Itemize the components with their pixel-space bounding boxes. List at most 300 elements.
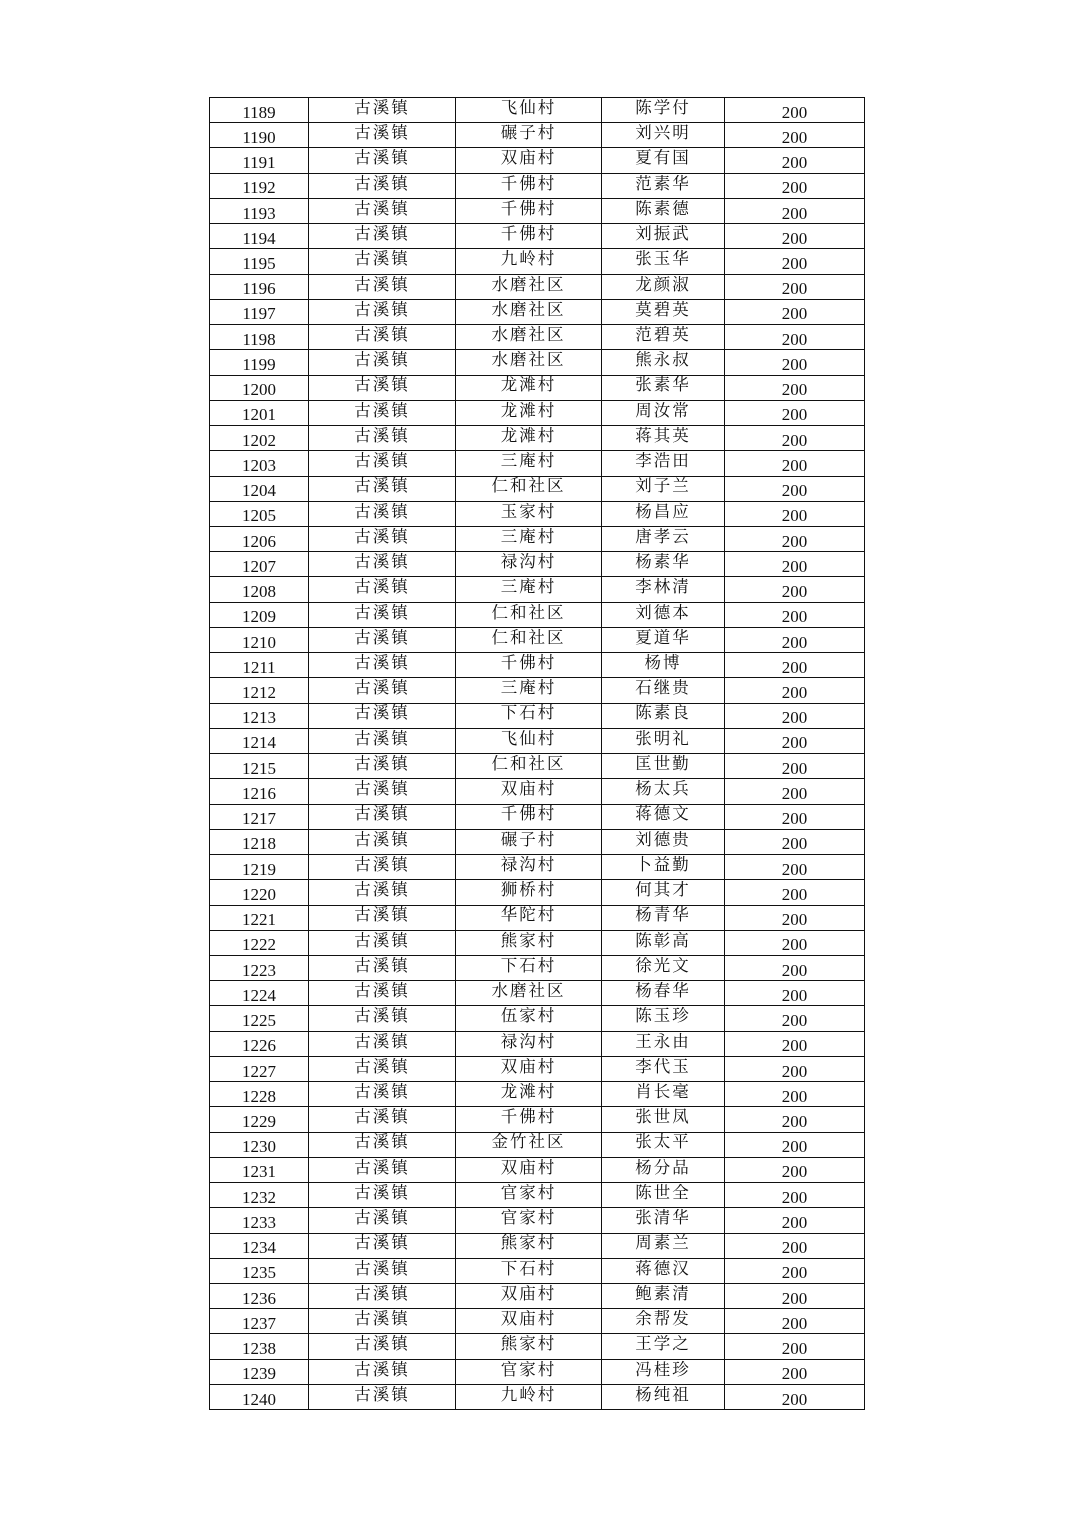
row-number-cell: 1209 (210, 602, 309, 627)
person-name-cell: 卜益勤 (602, 855, 725, 880)
person-name-cell: 王学之 (602, 1334, 725, 1359)
row-number-cell: 1240 (210, 1384, 309, 1409)
village-cell: 仁和社区 (456, 476, 602, 501)
row-number-cell: 1223 (210, 955, 309, 980)
person-name-cell: 周素兰 (602, 1233, 725, 1258)
village-cell: 千佛村 (456, 198, 602, 223)
person-name-cell: 蒋其英 (602, 426, 725, 451)
person-name-cell: 杨太兵 (602, 779, 725, 804)
row-number-cell: 1236 (210, 1284, 309, 1309)
amount-cell: 200 (725, 501, 865, 526)
amount-cell: 200 (725, 1157, 865, 1182)
row-number-cell: 1210 (210, 627, 309, 652)
town-cell: 古溪镇 (309, 148, 456, 173)
town-cell: 古溪镇 (309, 1309, 456, 1334)
village-cell: 飞仙村 (456, 728, 602, 753)
village-cell: 三庵村 (456, 577, 602, 602)
amount-cell: 200 (725, 451, 865, 476)
row-number-cell: 1232 (210, 1183, 309, 1208)
amount-cell: 200 (725, 577, 865, 602)
table-row (210, 325, 865, 350)
town-cell: 古溪镇 (309, 905, 456, 930)
table-row (210, 1359, 865, 1384)
row-number-cell: 1193 (210, 198, 309, 223)
village-cell: 三庵村 (456, 526, 602, 551)
town-cell: 古溪镇 (309, 1031, 456, 1056)
person-name-cell: 何其才 (602, 880, 725, 905)
person-name-cell: 范碧英 (602, 325, 725, 350)
person-name-cell: 余帮发 (602, 1309, 725, 1334)
row-number-cell: 1234 (210, 1233, 309, 1258)
row-number-cell: 1201 (210, 400, 309, 425)
town-cell: 古溪镇 (309, 602, 456, 627)
records-table-body (210, 98, 865, 1410)
person-name-cell: 李林清 (602, 577, 725, 602)
table-row (210, 829, 865, 854)
village-cell: 千佛村 (456, 173, 602, 198)
row-number-cell: 1196 (210, 274, 309, 299)
row-number-cell: 1233 (210, 1208, 309, 1233)
village-cell: 飞仙村 (456, 98, 602, 123)
village-cell: 龙滩村 (456, 426, 602, 451)
row-number-cell: 1216 (210, 779, 309, 804)
town-cell: 古溪镇 (309, 829, 456, 854)
row-number-cell: 1228 (210, 1082, 309, 1107)
table-row (210, 1384, 865, 1409)
table-row (210, 905, 865, 930)
town-cell: 古溪镇 (309, 274, 456, 299)
amount-cell: 200 (725, 98, 865, 123)
town-cell: 古溪镇 (309, 476, 456, 501)
village-cell: 九岭村 (456, 249, 602, 274)
village-cell: 千佛村 (456, 1107, 602, 1132)
amount-cell: 200 (725, 350, 865, 375)
row-number-cell: 1205 (210, 501, 309, 526)
amount-cell: 200 (725, 955, 865, 980)
table-row (210, 653, 865, 678)
village-cell: 三庵村 (456, 451, 602, 476)
village-cell: 熊家村 (456, 1334, 602, 1359)
village-cell: 碾子村 (456, 829, 602, 854)
table-row (210, 552, 865, 577)
row-number-cell: 1189 (210, 98, 309, 123)
table-row (210, 375, 865, 400)
table-row (210, 1334, 865, 1359)
table-row (210, 350, 865, 375)
village-cell: 熊家村 (456, 930, 602, 955)
village-cell: 官家村 (456, 1208, 602, 1233)
row-number-cell: 1230 (210, 1132, 309, 1157)
village-cell: 龙滩村 (456, 1082, 602, 1107)
town-cell: 古溪镇 (309, 1132, 456, 1157)
amount-cell: 200 (725, 804, 865, 829)
person-name-cell: 杨昌应 (602, 501, 725, 526)
village-cell: 千佛村 (456, 653, 602, 678)
row-number-cell: 1213 (210, 703, 309, 728)
person-name-cell: 陈素德 (602, 198, 725, 223)
amount-cell: 200 (725, 426, 865, 451)
row-number-cell: 1212 (210, 678, 309, 703)
village-cell: 龙滩村 (456, 375, 602, 400)
amount-cell: 200 (725, 981, 865, 1006)
amount-cell: 200 (725, 653, 865, 678)
person-name-cell: 张清华 (602, 1208, 725, 1233)
table-row (210, 728, 865, 753)
table-row (210, 98, 865, 123)
person-name-cell: 张素华 (602, 375, 725, 400)
table-row (210, 1284, 865, 1309)
town-cell: 古溪镇 (309, 1107, 456, 1132)
town-cell: 古溪镇 (309, 577, 456, 602)
row-number-cell: 1219 (210, 855, 309, 880)
row-number-cell: 1199 (210, 350, 309, 375)
row-number-cell: 1217 (210, 804, 309, 829)
row-number-cell: 1206 (210, 526, 309, 551)
village-cell: 狮桥村 (456, 880, 602, 905)
village-cell: 碾子村 (456, 123, 602, 148)
town-cell: 古溪镇 (309, 123, 456, 148)
village-cell: 千佛村 (456, 224, 602, 249)
amount-cell: 200 (725, 325, 865, 350)
village-cell: 双庙村 (456, 1309, 602, 1334)
person-name-cell: 刘德贵 (602, 829, 725, 854)
village-cell: 九岭村 (456, 1384, 602, 1409)
amount-cell: 200 (725, 552, 865, 577)
amount-cell: 200 (725, 1031, 865, 1056)
town-cell: 古溪镇 (309, 224, 456, 249)
amount-cell: 200 (725, 400, 865, 425)
village-cell: 水磨社区 (456, 350, 602, 375)
table-row (210, 703, 865, 728)
amount-cell: 200 (725, 173, 865, 198)
person-name-cell: 张玉华 (602, 249, 725, 274)
amount-cell: 200 (725, 1006, 865, 1031)
table-row (210, 148, 865, 173)
row-number-cell: 1191 (210, 148, 309, 173)
amount-cell: 200 (725, 1183, 865, 1208)
amount-cell: 200 (725, 1384, 865, 1409)
person-name-cell: 李代玉 (602, 1056, 725, 1081)
row-number-cell: 1226 (210, 1031, 309, 1056)
village-cell: 伍家村 (456, 1006, 602, 1031)
village-cell: 禄沟村 (456, 1031, 602, 1056)
person-name-cell: 杨纯祖 (602, 1384, 725, 1409)
person-name-cell: 陈学付 (602, 98, 725, 123)
village-cell: 下石村 (456, 703, 602, 728)
amount-cell: 200 (725, 1258, 865, 1283)
person-name-cell: 杨素华 (602, 552, 725, 577)
person-name-cell: 莫碧英 (602, 299, 725, 324)
table-row (210, 955, 865, 980)
row-number-cell: 1222 (210, 930, 309, 955)
row-number-cell: 1224 (210, 981, 309, 1006)
town-cell: 古溪镇 (309, 1006, 456, 1031)
row-number-cell: 1238 (210, 1334, 309, 1359)
row-number-cell: 1214 (210, 728, 309, 753)
person-name-cell: 周汝常 (602, 400, 725, 425)
town-cell: 古溪镇 (309, 627, 456, 652)
row-number-cell: 1190 (210, 123, 309, 148)
amount-cell: 200 (725, 779, 865, 804)
village-cell: 金竹社区 (456, 1132, 602, 1157)
table-row (210, 602, 865, 627)
village-cell: 下石村 (456, 955, 602, 980)
amount-cell: 200 (725, 678, 865, 703)
amount-cell: 200 (725, 905, 865, 930)
records-table (209, 97, 865, 1410)
table-row (210, 1233, 865, 1258)
town-cell: 古溪镇 (309, 350, 456, 375)
table-row (210, 476, 865, 501)
town-cell: 古溪镇 (309, 1183, 456, 1208)
table-row (210, 855, 865, 880)
town-cell: 古溪镇 (309, 526, 456, 551)
village-cell: 仁和社区 (456, 754, 602, 779)
table-row (210, 1183, 865, 1208)
table-row (210, 299, 865, 324)
person-name-cell: 张明礼 (602, 728, 725, 753)
town-cell: 古溪镇 (309, 779, 456, 804)
table-row (210, 426, 865, 451)
person-name-cell: 匡世勤 (602, 754, 725, 779)
town-cell: 古溪镇 (309, 653, 456, 678)
village-cell: 官家村 (456, 1359, 602, 1384)
amount-cell: 200 (725, 274, 865, 299)
row-number-cell: 1235 (210, 1258, 309, 1283)
village-cell: 三庵村 (456, 678, 602, 703)
table-row (210, 1258, 865, 1283)
table-row (210, 451, 865, 476)
town-cell: 古溪镇 (309, 1208, 456, 1233)
town-cell: 古溪镇 (309, 855, 456, 880)
village-cell: 玉家村 (456, 501, 602, 526)
village-cell: 双庙村 (456, 1056, 602, 1081)
table-row (210, 1056, 865, 1081)
person-name-cell: 唐孝云 (602, 526, 725, 551)
town-cell: 古溪镇 (309, 981, 456, 1006)
amount-cell: 200 (725, 1334, 865, 1359)
town-cell: 古溪镇 (309, 98, 456, 123)
person-name-cell: 杨青华 (602, 905, 725, 930)
town-cell: 古溪镇 (309, 1082, 456, 1107)
person-name-cell: 陈彰高 (602, 930, 725, 955)
row-number-cell: 1227 (210, 1056, 309, 1081)
row-number-cell: 1218 (210, 829, 309, 854)
amount-cell: 200 (725, 930, 865, 955)
village-cell: 华陀村 (456, 905, 602, 930)
village-cell: 仁和社区 (456, 627, 602, 652)
amount-cell: 200 (725, 1132, 865, 1157)
village-cell: 下石村 (456, 1258, 602, 1283)
row-number-cell: 1221 (210, 905, 309, 930)
town-cell: 古溪镇 (309, 703, 456, 728)
person-name-cell: 范素华 (602, 173, 725, 198)
amount-cell: 200 (725, 1233, 865, 1258)
town-cell: 古溪镇 (309, 198, 456, 223)
amount-cell: 200 (725, 728, 865, 753)
row-number-cell: 1197 (210, 299, 309, 324)
row-number-cell: 1195 (210, 249, 309, 274)
row-number-cell: 1220 (210, 880, 309, 905)
town-cell: 古溪镇 (309, 451, 456, 476)
row-number-cell: 1202 (210, 426, 309, 451)
town-cell: 古溪镇 (309, 552, 456, 577)
row-number-cell: 1194 (210, 224, 309, 249)
amount-cell: 200 (725, 249, 865, 274)
table-row (210, 577, 865, 602)
village-cell: 双庙村 (456, 148, 602, 173)
village-cell: 熊家村 (456, 1233, 602, 1258)
table-row (210, 400, 865, 425)
village-cell: 水磨社区 (456, 325, 602, 350)
amount-cell: 200 (725, 703, 865, 728)
town-cell: 古溪镇 (309, 426, 456, 451)
amount-cell: 200 (725, 148, 865, 173)
row-number-cell: 1215 (210, 754, 309, 779)
person-name-cell: 徐光文 (602, 955, 725, 980)
amount-cell: 200 (725, 1082, 865, 1107)
person-name-cell: 蒋德文 (602, 804, 725, 829)
amount-cell: 200 (725, 1056, 865, 1081)
village-cell: 仁和社区 (456, 602, 602, 627)
town-cell: 古溪镇 (309, 678, 456, 703)
amount-cell: 200 (725, 224, 865, 249)
table-row (210, 930, 865, 955)
person-name-cell: 陈玉珍 (602, 1006, 725, 1031)
town-cell: 古溪镇 (309, 299, 456, 324)
amount-cell: 200 (725, 123, 865, 148)
table-row (210, 804, 865, 829)
amount-cell: 200 (725, 198, 865, 223)
table-row (210, 198, 865, 223)
amount-cell: 200 (725, 754, 865, 779)
table-row (210, 1132, 865, 1157)
row-number-cell: 1237 (210, 1309, 309, 1334)
row-number-cell: 1204 (210, 476, 309, 501)
row-number-cell: 1229 (210, 1107, 309, 1132)
amount-cell: 200 (725, 1309, 865, 1334)
row-number-cell: 1211 (210, 653, 309, 678)
village-cell: 水磨社区 (456, 299, 602, 324)
town-cell: 古溪镇 (309, 325, 456, 350)
village-cell: 双庙村 (456, 779, 602, 804)
person-name-cell: 刘兴明 (602, 123, 725, 148)
town-cell: 古溪镇 (309, 1056, 456, 1081)
person-name-cell: 冯桂珍 (602, 1359, 725, 1384)
town-cell: 古溪镇 (309, 1359, 456, 1384)
town-cell: 古溪镇 (309, 1233, 456, 1258)
person-name-cell: 夏有国 (602, 148, 725, 173)
town-cell: 古溪镇 (309, 501, 456, 526)
person-name-cell: 刘振武 (602, 224, 725, 249)
person-name-cell: 陈素良 (602, 703, 725, 728)
person-name-cell: 刘德本 (602, 602, 725, 627)
row-number-cell: 1192 (210, 173, 309, 198)
table-row (210, 526, 865, 551)
town-cell: 古溪镇 (309, 1157, 456, 1182)
table-row (210, 1208, 865, 1233)
town-cell: 古溪镇 (309, 1284, 456, 1309)
amount-cell: 200 (725, 602, 865, 627)
amount-cell: 200 (725, 829, 865, 854)
person-name-cell: 杨分品 (602, 1157, 725, 1182)
table-row (210, 249, 865, 274)
person-name-cell: 石继贵 (602, 678, 725, 703)
town-cell: 古溪镇 (309, 375, 456, 400)
table-row (210, 754, 865, 779)
amount-cell: 200 (725, 526, 865, 551)
amount-cell: 200 (725, 1208, 865, 1233)
person-name-cell: 李浩田 (602, 451, 725, 476)
table-row (210, 1006, 865, 1031)
amount-cell: 200 (725, 476, 865, 501)
person-name-cell: 张世凤 (602, 1107, 725, 1132)
row-number-cell: 1203 (210, 451, 309, 476)
town-cell: 古溪镇 (309, 930, 456, 955)
row-number-cell: 1208 (210, 577, 309, 602)
town-cell: 古溪镇 (309, 1384, 456, 1409)
person-name-cell: 肖长毫 (602, 1082, 725, 1107)
table-row (210, 1157, 865, 1182)
village-cell: 双庙村 (456, 1157, 602, 1182)
table-row (210, 501, 865, 526)
town-cell: 古溪镇 (309, 1258, 456, 1283)
amount-cell: 200 (725, 1359, 865, 1384)
row-number-cell: 1231 (210, 1157, 309, 1182)
person-name-cell: 龙颜淑 (602, 274, 725, 299)
amount-cell: 200 (725, 855, 865, 880)
village-cell: 禄沟村 (456, 855, 602, 880)
table-row (210, 627, 865, 652)
person-name-cell: 杨博 (602, 653, 725, 678)
table-row (210, 678, 865, 703)
table-row (210, 173, 865, 198)
village-cell: 双庙村 (456, 1284, 602, 1309)
town-cell: 古溪镇 (309, 955, 456, 980)
row-number-cell: 1225 (210, 1006, 309, 1031)
amount-cell: 200 (725, 880, 865, 905)
table-row (210, 779, 865, 804)
table-row (210, 1031, 865, 1056)
table-row (210, 880, 865, 905)
village-cell: 禄沟村 (456, 552, 602, 577)
amount-cell: 200 (725, 627, 865, 652)
table-row (210, 981, 865, 1006)
village-cell: 官家村 (456, 1183, 602, 1208)
town-cell: 古溪镇 (309, 249, 456, 274)
row-number-cell: 1207 (210, 552, 309, 577)
person-name-cell: 陈世全 (602, 1183, 725, 1208)
town-cell: 古溪镇 (309, 804, 456, 829)
row-number-cell: 1239 (210, 1359, 309, 1384)
person-name-cell: 杨春华 (602, 981, 725, 1006)
table-row (210, 224, 865, 249)
table-row (210, 1107, 865, 1132)
person-name-cell: 夏道华 (602, 627, 725, 652)
person-name-cell: 蒋德汉 (602, 1258, 725, 1283)
town-cell: 古溪镇 (309, 754, 456, 779)
row-number-cell: 1198 (210, 325, 309, 350)
town-cell: 古溪镇 (309, 400, 456, 425)
town-cell: 古溪镇 (309, 173, 456, 198)
person-name-cell: 刘子兰 (602, 476, 725, 501)
village-cell: 水磨社区 (456, 274, 602, 299)
town-cell: 古溪镇 (309, 728, 456, 753)
table-row (210, 1082, 865, 1107)
town-cell: 古溪镇 (309, 880, 456, 905)
table-row (210, 123, 865, 148)
amount-cell: 200 (725, 1284, 865, 1309)
